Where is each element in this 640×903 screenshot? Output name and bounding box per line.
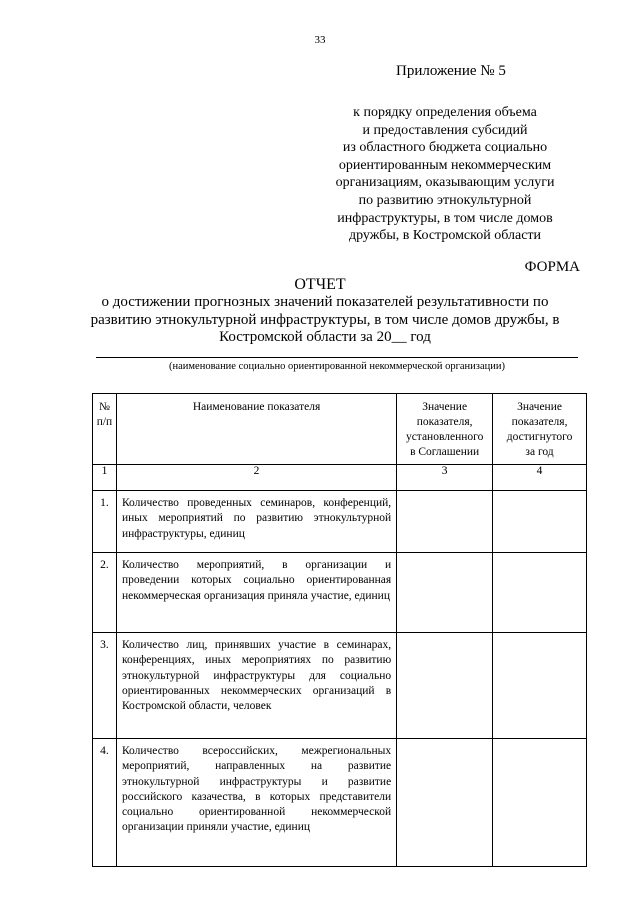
appendix-line: инфраструктуры, в том числе домов (337, 210, 553, 226)
indicator-name: Количество проведенных семинаров, конференций, иных мероприятий по развитию этнокультурной инфраструктуры, единиц (116, 491, 396, 553)
indicator-name: Количество всероссийских, межрегиональных мероприятий, направленных на развитие этнокультурной инфраструктуры и развитие российского казачества, в которых представители социально ориентированной некоммерческой организации приняли участие, единиц (116, 739, 396, 867)
appendix-line: по развитию этнокультурной (358, 192, 532, 208)
table-header-row (93, 394, 587, 465)
report-subtitle (70, 294, 580, 347)
appendix-line: дружбы, в Костромской области (348, 228, 542, 244)
row-number-text: 4. (100, 745, 109, 757)
row-number (93, 739, 117, 867)
plan-value-cell[interactable] (397, 739, 493, 867)
column-number: 4 (493, 465, 587, 491)
row-number-text: 2. (100, 559, 109, 571)
plan-value-cell[interactable] (397, 553, 493, 633)
fact-value-cell[interactable] (493, 739, 587, 867)
plan-value-cell[interactable] (397, 633, 493, 739)
header-fact-line: показателя, (511, 416, 568, 428)
indicator-name: Количество лиц, принявших участие в семинарах, конференциях, иных мероприятиях по развитию этнокультурной инфраструктуры для социально ориентированных некоммерческих организаций в Костромской области, человек (116, 633, 396, 739)
row-number (93, 633, 117, 739)
header-plan-line: установленного (405, 431, 484, 443)
indicators-table (92, 393, 587, 867)
appendix-line: к порядку определения объема (353, 105, 537, 120)
header-num-line: № (98, 401, 110, 413)
header-name-text: Наименование показателя (192, 401, 321, 413)
row-number-text: 1. (100, 497, 109, 509)
appendix-line: из областного бюджета социально (342, 140, 548, 156)
header-plan-line: Значение (422, 401, 468, 413)
plan-value-cell[interactable] (397, 491, 493, 553)
appendix-line: ориентированным некоммерческим (338, 157, 552, 173)
column-number: 3 (397, 465, 493, 491)
header-fact-line: достигнутого (506, 431, 573, 443)
report-subtitle-line: развитию этнокультурной инфраструктуры, в том числе домов дружбы, в (90, 311, 560, 328)
table-row (93, 553, 587, 633)
column-number: 2 (116, 465, 396, 491)
header-fact (493, 394, 587, 465)
header-fact-line: за год (525, 446, 554, 458)
header-plan-line: в Соглашении (410, 446, 480, 458)
form-label: ФОРМА (524, 259, 580, 275)
header-name (116, 394, 396, 465)
table-row (93, 739, 587, 867)
appendix-approval-block (300, 104, 590, 245)
column-numbers-row (93, 465, 587, 491)
header-plan (397, 394, 493, 465)
organization-name-caption: (наименование социально ориентированной некоммерческой организации) (169, 361, 505, 372)
appendix-line: организациям, оказывающим услуги (335, 175, 555, 191)
report-title: ОТЧЕТ (294, 276, 346, 293)
row-number (93, 491, 117, 553)
report-subtitle-line: о достижении прогнозных значений показателей результативности по (101, 294, 549, 310)
row-number-text: 3. (100, 639, 109, 651)
fact-value-cell[interactable] (493, 633, 587, 739)
column-number: 1 (93, 465, 117, 491)
table-row (93, 491, 587, 553)
row-number (93, 553, 117, 633)
header-num (93, 394, 117, 465)
indicator-name: Количество мероприятий, в организации и проведении которых социально ориентированная некоммерческая организация приняла участие, единиц (116, 553, 396, 633)
appendix-title: Приложение № 5 (396, 63, 506, 79)
page-number: 33 (314, 34, 326, 46)
report-subtitle-line: Костромской области за 20__ год (219, 329, 431, 345)
fact-value-cell[interactable] (493, 491, 587, 553)
header-num-line: п/п (96, 416, 113, 428)
header-plan-line: показателя, (416, 416, 473, 428)
table-row (93, 633, 587, 739)
appendix-line: и предоставления субсидий (362, 122, 528, 138)
header-fact-line: Значение (517, 401, 562, 413)
organization-name-line[interactable] (96, 357, 578, 358)
fact-value-cell[interactable] (493, 553, 587, 633)
